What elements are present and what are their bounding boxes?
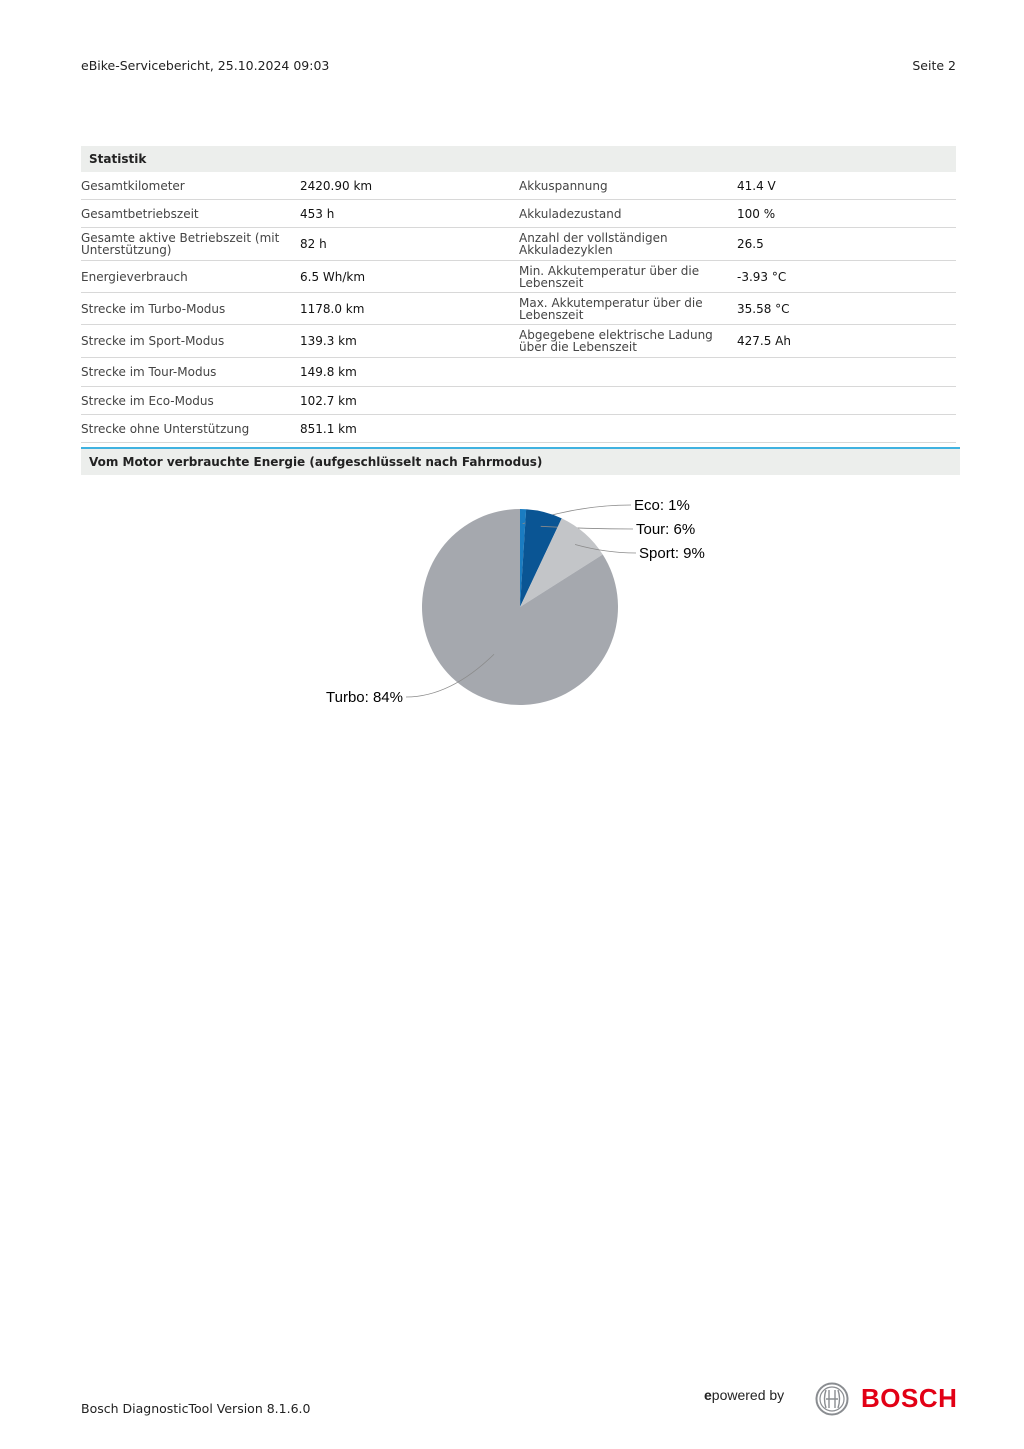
- stat-label: Gesamtkilometer: [81, 178, 185, 193]
- stat-label: Strecke ohne Unterstützung: [81, 421, 250, 436]
- stat-label: Min. Akkutemperatur über die Lebenszeit: [519, 263, 700, 290]
- footer-version: Bosch DiagnosticTool Version 8.1.6.0: [81, 1401, 311, 1416]
- stat-label: Strecke im Sport-Modus: [81, 334, 225, 348]
- stat-label: Strecke im Tour-Modus: [81, 365, 217, 379]
- stat-value: 35.58 °C: [737, 301, 790, 316]
- epowered-by: [704, 1387, 784, 1403]
- pie-label-turbo: Turbo: 84%: [326, 689, 403, 706]
- stat-label: Abgegebene elektrische Ladung über die Lebenszeit: [519, 328, 713, 354]
- stat-label: Akkuspannung: [519, 178, 608, 193]
- stat-row: [81, 228, 956, 261]
- energy-pie-chart: [300, 490, 740, 720]
- stat-value: [737, 387, 947, 414]
- statistik-header: Statistik: [81, 146, 956, 172]
- energy-header: Vom Motor verbrauchte Energie (aufgeschlüsselt nach Fahrmodus): [81, 447, 960, 475]
- epowered-prefix: e: [704, 1387, 712, 1403]
- stat-value: [737, 415, 947, 442]
- stat-label: [519, 358, 737, 386]
- statistik-section: [81, 146, 956, 443]
- pie-label-tour: Tour: 6%: [636, 521, 696, 538]
- stat-label: Strecke im Eco-Modus: [81, 393, 214, 408]
- stat-value: 6.5 Wh/km: [300, 269, 366, 284]
- stat-value: 2420.90 km: [300, 178, 373, 193]
- stat-row: [81, 172, 956, 200]
- stat-label: Gesamte aktive Betriebszeit (mit Unterstützung): [81, 231, 280, 257]
- stat-label: Energieverbrauch: [81, 269, 188, 284]
- stat-value: 427.5 Ah: [737, 334, 791, 348]
- page-number: Seite 2: [912, 58, 956, 73]
- stat-row: [81, 200, 956, 228]
- stat-row: [81, 261, 956, 293]
- stat-row: [81, 415, 956, 443]
- stat-value: 851.1 km: [300, 421, 357, 436]
- stat-row: [81, 325, 956, 358]
- stat-label: Max. Akkutemperatur über die Lebenszeit: [519, 295, 703, 322]
- epowered-rest: powered by: [711, 1387, 785, 1403]
- bosch-logo: BOSCH: [861, 1383, 958, 1413]
- stat-value: 453 h: [300, 206, 335, 221]
- stat-value: 82 h: [300, 237, 327, 251]
- stat-value: 26.5: [737, 237, 764, 251]
- stat-label: [519, 415, 737, 442]
- stat-value: -3.93 °C: [737, 269, 787, 284]
- stat-value: 100 %: [737, 206, 776, 221]
- bosch-armature-icon: [815, 1382, 849, 1416]
- stat-value: [737, 358, 947, 386]
- stat-label: Strecke im Turbo-Modus: [81, 301, 226, 316]
- stat-label: Anzahl der vollständigen Akkuladezyklen: [519, 231, 668, 257]
- stat-value: 102.7 km: [300, 393, 357, 408]
- stat-value: 1178.0 km: [300, 301, 365, 316]
- pie-label-eco: Eco: 1%: [634, 497, 690, 514]
- stat-label: Akkuladezustand: [519, 206, 622, 221]
- stat-label: Gesamtbetriebszeit: [81, 206, 199, 221]
- stat-row: [81, 293, 956, 325]
- statistik-table: [81, 172, 956, 443]
- stat-value: 149.8 km: [300, 365, 357, 379]
- pie-label-sport: Sport: 9%: [639, 545, 705, 562]
- stat-label: [519, 387, 737, 414]
- stat-row: [81, 358, 956, 387]
- energy-section: [81, 447, 960, 475]
- page-header: [81, 58, 956, 76]
- stat-value: 139.3 km: [300, 334, 357, 348]
- stat-row: [81, 387, 956, 415]
- stat-value: 41.4 V: [737, 178, 776, 193]
- report-title: eBike-Servicebericht, 25.10.2024 09:03: [81, 58, 330, 73]
